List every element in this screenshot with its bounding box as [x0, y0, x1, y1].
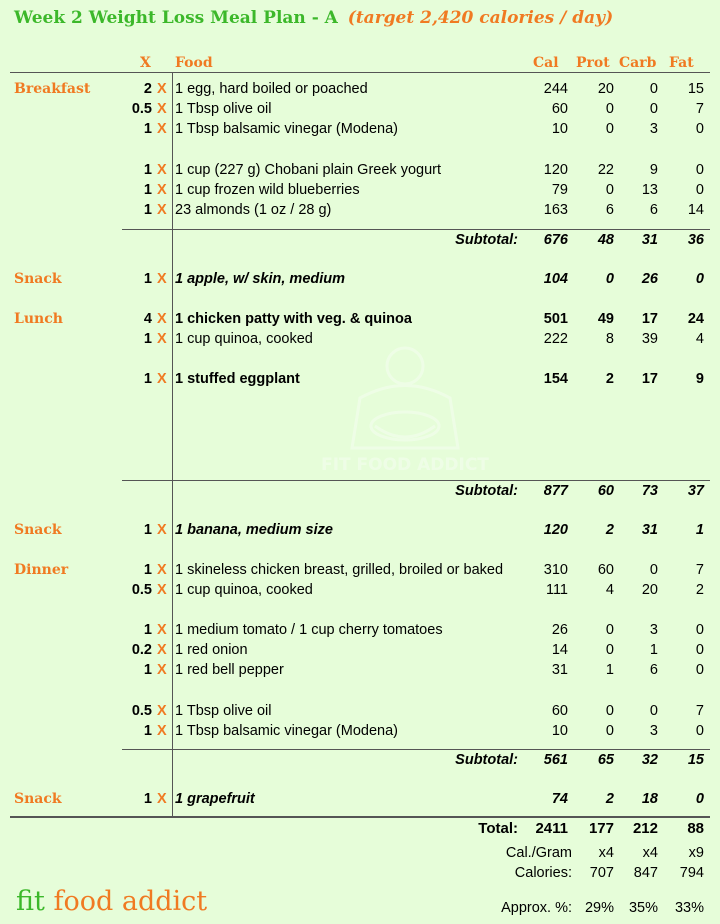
- table-row: [0, 119, 720, 139]
- x-mark: X: [157, 331, 167, 347]
- fat: 88: [687, 820, 704, 837]
- food-name: 1 cup frozen wild blueberries: [175, 182, 360, 198]
- cal: 10: [551, 121, 568, 137]
- food-name: 1 chicken patty with veg. & quinoa: [175, 311, 412, 327]
- prot: 2: [605, 371, 614, 387]
- food-name: 1 apple, w/ skin, medium: [175, 271, 346, 287]
- brand-addict: addict: [121, 886, 208, 917]
- cal: 79: [551, 182, 568, 198]
- prot: 48: [597, 232, 614, 248]
- section-snack: Snack: [14, 522, 62, 538]
- food-name: 1 cup quinoa, cooked: [175, 331, 313, 347]
- x-mark: X: [157, 642, 167, 658]
- qty: 1: [143, 371, 152, 387]
- qty: 1: [143, 202, 152, 218]
- carb: 31: [641, 232, 658, 248]
- cal-per-gram-row: [0, 843, 720, 863]
- carb: 1: [649, 642, 658, 658]
- prot: 29%: [584, 900, 614, 916]
- carb: x4: [642, 845, 658, 861]
- cal: 104: [543, 271, 568, 287]
- fat: 15: [687, 81, 704, 97]
- carb: 6: [649, 202, 658, 218]
- fat: 14: [687, 202, 704, 218]
- fat: 36: [687, 232, 704, 248]
- carb: 39: [641, 331, 658, 347]
- qty: 1: [143, 331, 152, 347]
- food-name: 1 stuffed eggplant: [175, 371, 300, 387]
- qty: 1: [143, 622, 152, 638]
- carb: 0: [649, 101, 658, 117]
- qty: 1: [143, 723, 152, 739]
- x-mark: X: [157, 101, 167, 117]
- x-mark: X: [157, 182, 167, 198]
- table-row: [0, 309, 720, 329]
- food-name: 1 red bell pepper: [175, 662, 284, 678]
- carb: 9: [649, 162, 658, 178]
- carb: 17: [641, 371, 658, 387]
- food-name: 1 skineless chicken breast, grilled, broiled or baked: [175, 562, 504, 578]
- cal: 877: [543, 483, 568, 499]
- header-cal: Cal: [533, 55, 559, 71]
- qty: 4: [143, 311, 152, 327]
- qty: 1: [143, 662, 152, 678]
- prot: 49: [597, 311, 614, 327]
- qty: 0.5: [131, 582, 152, 598]
- fat: 794: [679, 865, 704, 881]
- qty: 0.2: [131, 642, 152, 658]
- food-name: 1 red onion: [175, 642, 248, 658]
- table-row: [0, 660, 720, 680]
- prot: 707: [589, 865, 614, 881]
- fat: 4: [695, 331, 704, 347]
- qty: 1: [143, 562, 152, 578]
- food-name: 1 Tbsp balsamic vinegar (Modena): [175, 121, 398, 137]
- prot: 4: [605, 582, 614, 598]
- brand-fit: fit: [16, 886, 45, 917]
- table-row: [0, 99, 720, 119]
- x-mark: X: [157, 162, 167, 178]
- carb: 3: [649, 622, 658, 638]
- fat: 37: [687, 483, 704, 499]
- fit-food-addict-watermark-logo: [321, 338, 489, 478]
- food-name: 1 banana, medium size: [175, 522, 333, 538]
- fat: 33%: [674, 900, 704, 916]
- fat: 7: [695, 703, 704, 719]
- prot: 1: [605, 662, 614, 678]
- prot: 177: [588, 820, 614, 837]
- cal: 154: [543, 371, 568, 387]
- prot: 6: [605, 202, 614, 218]
- x-mark: X: [157, 723, 167, 739]
- fat: 0: [695, 642, 704, 658]
- prot: 0: [605, 101, 614, 117]
- table-row: [0, 560, 720, 580]
- table-row: [0, 200, 720, 220]
- brand-food: food: [53, 886, 114, 917]
- table-row: [0, 79, 720, 99]
- prot: 22: [597, 162, 614, 178]
- food-name: 1 cup quinoa, cooked: [175, 582, 313, 598]
- carb: 212: [632, 820, 658, 837]
- fat: 0: [695, 662, 704, 678]
- table-row: [0, 369, 720, 389]
- x-mark: X: [157, 562, 167, 578]
- x-mark: X: [157, 622, 167, 638]
- food-name: 1 Tbsp balsamic vinegar (Modena): [175, 723, 398, 739]
- cal-per-gram-label: Cal./Gram: [505, 845, 572, 861]
- fat: 7: [695, 101, 704, 117]
- prot: 0: [605, 642, 614, 658]
- header-divider: [10, 72, 710, 73]
- carb: 18: [641, 791, 658, 807]
- carb: 17: [641, 311, 658, 327]
- watermark-text: FIT FOOD ADDICT: [321, 455, 489, 475]
- section-snack: Snack: [14, 791, 62, 807]
- qty: 1: [143, 522, 152, 538]
- prot: 8: [605, 331, 614, 347]
- prot: 60: [597, 483, 614, 499]
- total-row: [0, 819, 720, 839]
- x-mark: X: [157, 582, 167, 598]
- food-name: 1 grapefruit: [175, 791, 255, 807]
- qty: 2: [143, 81, 152, 97]
- fat: 0: [695, 162, 704, 178]
- carb: 26: [641, 271, 658, 287]
- subtotal-label: Subtotal:: [455, 752, 518, 768]
- section-lunch: Lunch: [14, 311, 63, 327]
- food-name: 1 Tbsp olive oil: [175, 703, 272, 719]
- prot: 2: [605, 522, 614, 538]
- cal: 501: [543, 311, 568, 327]
- header-food: Food: [175, 55, 213, 71]
- cal: 561: [543, 752, 568, 768]
- section-dinner: Dinner: [14, 562, 69, 578]
- fat: 7: [695, 562, 704, 578]
- table-row: [0, 269, 720, 289]
- table-row: [0, 160, 720, 180]
- fat: 15: [687, 752, 704, 768]
- table-row: [0, 640, 720, 660]
- food-name: 1 egg, hard boiled or poached: [175, 81, 368, 97]
- approx-label: Approx. %:: [501, 900, 572, 916]
- fat: 0: [695, 622, 704, 638]
- x-mark: X: [157, 522, 167, 538]
- fat: 0: [695, 791, 704, 807]
- x-mark: X: [157, 371, 167, 387]
- prot: 0: [605, 182, 614, 198]
- cal: 111: [545, 582, 568, 598]
- qty: 0.5: [131, 101, 152, 117]
- fat: 0: [695, 121, 704, 137]
- table-row: [0, 580, 720, 600]
- qty: 1: [143, 271, 152, 287]
- prot: 0: [605, 703, 614, 719]
- table-row: [0, 721, 720, 741]
- food-name: 1 medium tomato / 1 cup cherry tomatoes: [175, 622, 443, 638]
- total-label: Total:: [478, 820, 518, 837]
- x-mark: X: [157, 81, 167, 97]
- prot: 0: [605, 271, 614, 287]
- cal: 74: [551, 791, 568, 807]
- carb: 3: [649, 121, 658, 137]
- fat: x9: [688, 845, 704, 861]
- fat: 9: [695, 371, 704, 387]
- carb: 6: [649, 662, 658, 678]
- x-mark: X: [157, 271, 167, 287]
- section-breakfast: Breakfast: [14, 81, 91, 97]
- prot: 65: [597, 752, 614, 768]
- cal: 163: [543, 202, 568, 218]
- total-divider: [10, 816, 710, 818]
- x-mark: X: [157, 662, 167, 678]
- calories-row: [0, 863, 720, 883]
- fat: 1: [695, 522, 704, 538]
- qty: 1: [143, 791, 152, 807]
- carb: 3: [649, 723, 658, 739]
- subtotal-row: [0, 750, 720, 770]
- x-mark: X: [157, 202, 167, 218]
- page-title: [14, 8, 613, 28]
- fat: 0: [695, 182, 704, 198]
- brand-logo: [16, 886, 207, 917]
- cal: 2411: [535, 820, 568, 837]
- prot: 2: [605, 791, 614, 807]
- food-name: 23 almonds (1 oz / 28 g): [175, 202, 332, 218]
- x-mark: X: [157, 791, 167, 807]
- cal: 120: [543, 522, 568, 538]
- calories-label: Calories:: [514, 865, 572, 881]
- food-name: 1 Tbsp olive oil: [175, 101, 272, 117]
- fat: 2: [695, 582, 704, 598]
- cal: 10: [551, 723, 568, 739]
- carb: 13: [641, 182, 658, 198]
- subtotal-label: Subtotal:: [455, 483, 518, 499]
- subtotal-row: [0, 230, 720, 250]
- carb: 73: [641, 483, 658, 499]
- subtotal-label: Subtotal:: [455, 232, 518, 248]
- carb: 35%: [628, 900, 658, 916]
- cal: 120: [543, 162, 568, 178]
- title-main: Week 2 Weight Loss Meal Plan - A: [14, 8, 338, 28]
- qty: 1: [143, 121, 152, 137]
- header-carb: Carb: [619, 55, 657, 71]
- cal: 222: [543, 331, 568, 347]
- table-row: [0, 789, 720, 809]
- fat: 0: [695, 271, 704, 287]
- table-row: [0, 520, 720, 540]
- header-prot: Prot: [576, 55, 610, 71]
- carb: 32: [641, 752, 658, 768]
- title-target: (target 2,420 calories / day): [347, 8, 614, 28]
- header-x: X: [140, 55, 151, 71]
- qty: 1: [143, 162, 152, 178]
- cal: 14: [551, 642, 568, 658]
- carb: 0: [649, 562, 658, 578]
- carb: 0: [649, 703, 658, 719]
- qty: 0.5: [131, 703, 152, 719]
- prot: x4: [598, 845, 614, 861]
- section-snack: Snack: [14, 271, 62, 287]
- cal: 26: [551, 622, 568, 638]
- table-row: [0, 701, 720, 721]
- fat: 24: [687, 311, 704, 327]
- table-row: [0, 180, 720, 200]
- header-fat: Fat: [669, 55, 694, 71]
- cal: 310: [543, 562, 568, 578]
- prot: 0: [605, 723, 614, 739]
- cal: 60: [551, 101, 568, 117]
- cal: 676: [543, 232, 568, 248]
- prot: 20: [597, 81, 614, 97]
- food-name: 1 cup (227 g) Chobani plain Greek yogurt: [175, 162, 441, 178]
- carb: 847: [633, 865, 658, 881]
- x-mark: X: [157, 121, 167, 137]
- cal: 244: [543, 81, 568, 97]
- carb: 0: [649, 81, 658, 97]
- table-row: [0, 329, 720, 349]
- x-mark: X: [157, 311, 167, 327]
- qty: 1: [143, 182, 152, 198]
- carb: 20: [641, 582, 658, 598]
- cal: 60: [551, 703, 568, 719]
- cal: 31: [551, 662, 568, 678]
- subtotal-row: [0, 481, 720, 501]
- carb: 31: [641, 522, 658, 538]
- x-mark: X: [157, 703, 167, 719]
- prot: 0: [605, 622, 614, 638]
- table-row: [0, 620, 720, 640]
- fat: 0: [695, 723, 704, 739]
- prot: 60: [597, 562, 614, 578]
- prot: 0: [605, 121, 614, 137]
